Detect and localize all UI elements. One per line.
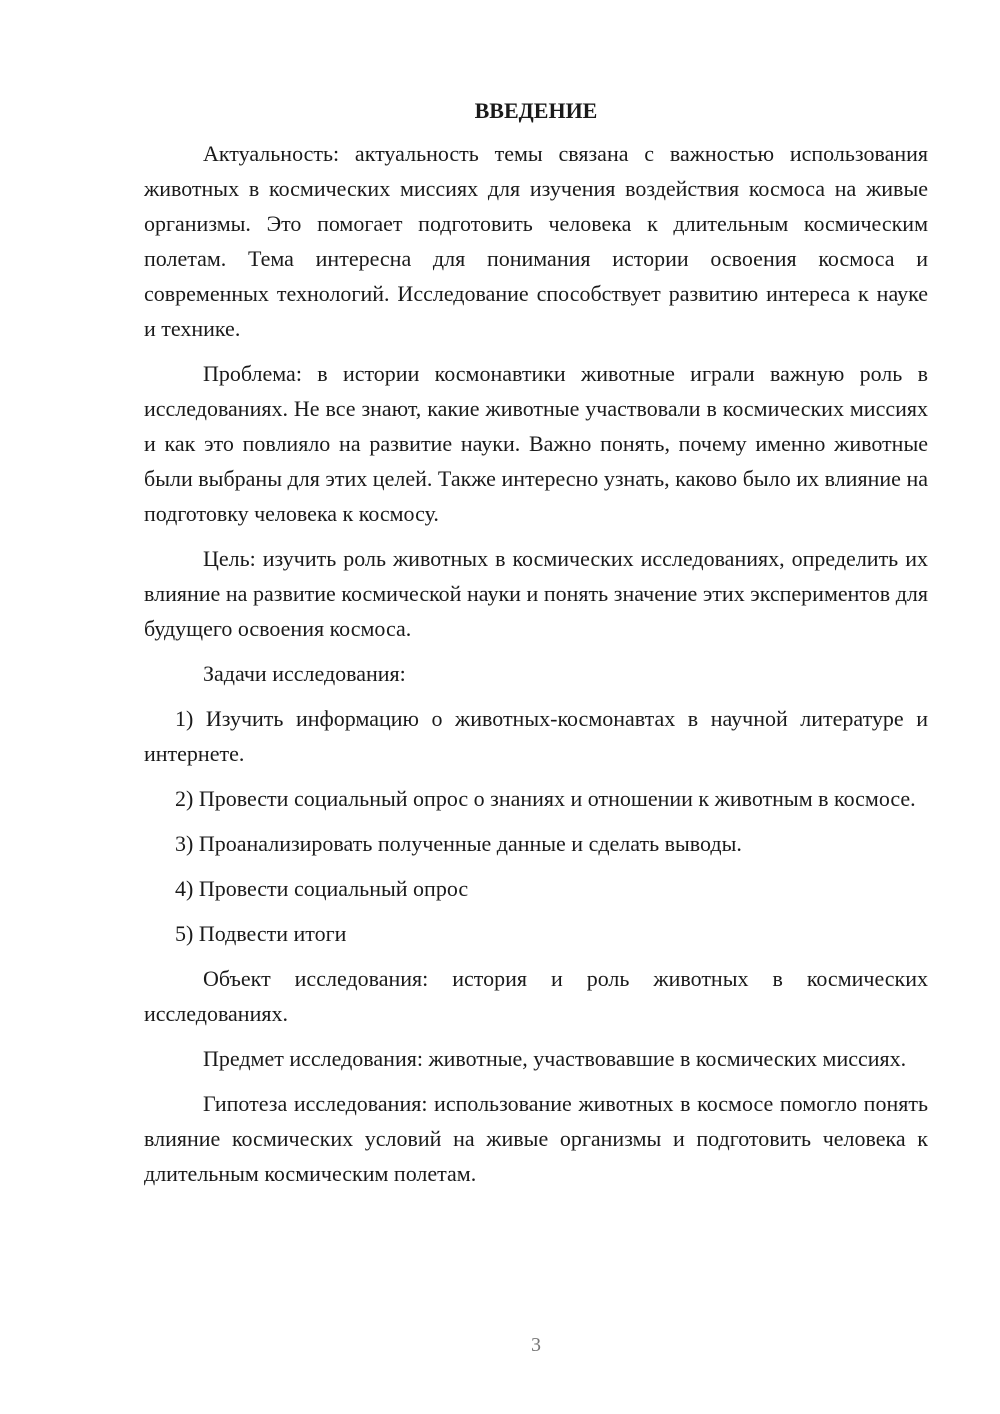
task-item-3: 3) Проанализировать полученные данные и сделать выводы.	[175, 831, 742, 856]
section-heading: ВВЕДЕНИЕ	[474, 98, 598, 123]
task-item-5: 5) Подвести итоги	[175, 921, 347, 946]
tasks-title: Задачи исследования:	[203, 661, 406, 686]
problem-paragraph: Проблема: в истории космонавтики животные играли важную роль в исследованиях. Не все знают, какие животные участвовали в космических миссиях и как это повлияло на развитие науки. Важно понять, почему именно животные были выбраны для этих целей. Также интересно узнать, каково было их влияние на подготовку человека к космосу.	[144, 361, 928, 526]
object-paragraph: Объект исследования: история и роль животных в космических исследованиях.	[144, 966, 928, 1026]
goal-paragraph: Цель: изучить роль животных в космических исследованиях, определить их влияние на развитие космической науки и понять значение этих экспериментов для будущего освоения космоса.	[144, 546, 928, 641]
task-item-1: 1) Изучить информацию о животных-космонавтах в научной литературе и интернете.	[144, 706, 928, 766]
page-number: 3	[531, 1334, 541, 1356]
relevance-paragraph: Актуальность: актуальность темы связана с важностью использования животных в космических миссиях для изучения воздействия космоса на живые организмы. Это помогает подготовить человека к длительным космическим полетам. Тема интересна для понимания истории освоения космоса и современных технологий. Исследование способствует развитию интереса к науке и технике.	[144, 141, 928, 341]
task-item-2: 2) Провести социальный опрос о знаниях и отношении к животным в космосе.	[175, 786, 916, 811]
subject-paragraph: Предмет исследования: животные, участвовавшие в космических миссиях.	[203, 1046, 907, 1071]
page-content	[144, 96, 928, 1201]
task-item-4: 4) Провести социальный опрос	[175, 876, 469, 901]
hypothesis-paragraph: Гипотеза исследования: использование животных в космосе помогло понять влияние космических условий на живые организмы и подготовить человека к длительным космическим полетам.	[144, 1091, 928, 1186]
